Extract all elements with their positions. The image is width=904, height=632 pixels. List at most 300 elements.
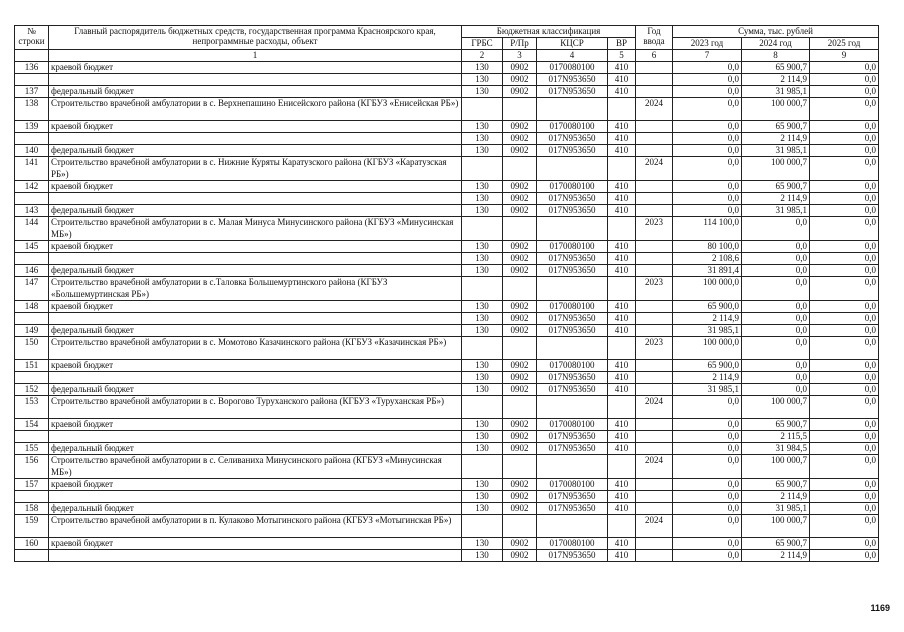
column-number: 5 [608,50,636,62]
sum-2024: 0,0 [742,313,810,325]
commission-year [636,384,673,396]
row-number: 137 [15,86,49,98]
sum-2025: 0,0 [810,503,879,515]
sum-2024: 31 985,1 [742,145,810,157]
grbs-code [462,515,503,538]
vr-code: 410 [608,86,636,98]
commission-year [636,253,673,265]
object-name: федеральный бюджет [49,145,462,157]
sum-2024: 2 114,9 [742,74,810,86]
sum-2025: 0,0 [810,181,879,193]
vr-code [608,337,636,360]
row-number: 155 [15,443,49,455]
vr-code: 410 [608,550,636,562]
vr-code: 410 [608,491,636,503]
kcsr-code: 017N953650 [537,491,608,503]
object-name: краевой бюджет [49,538,462,550]
vr-code: 410 [608,253,636,265]
object-name: Строительство врачебной амбулатории в с. Нижние Куряты Каратузского района (КГБУЗ «Каратузская РБ») [49,157,462,181]
table-row [15,503,879,515]
row-number: 146 [15,265,49,277]
vr-code: 410 [608,313,636,325]
row-number [15,313,49,325]
commission-year: 2024 [636,396,673,419]
kcsr-code: 017N953650 [537,431,608,443]
commission-year [636,419,673,431]
row-number: 160 [15,538,49,550]
rzpr-code [503,277,537,301]
sum-2025: 0,0 [810,86,879,98]
sum-2025: 0,0 [810,443,879,455]
sum-2023: 100 000,0 [673,277,742,301]
vr-code: 410 [608,503,636,515]
sum-2023: 0,0 [673,193,742,205]
row-number [15,133,49,145]
sum-2023: 0,0 [673,86,742,98]
grbs-code: 130 [462,205,503,217]
object-name [49,491,462,503]
table-row [15,455,879,479]
object-name [49,74,462,86]
header-row-number: № строки [15,26,49,50]
rzpr-code: 0902 [503,503,537,515]
kcsr-code: 017N953650 [537,253,608,265]
kcsr-code: 017N953650 [537,86,608,98]
header-kcsr: КЦСР [537,38,608,50]
sum-2024: 100 000,7 [742,455,810,479]
kcsr-code: 0170080100 [537,62,608,74]
vr-code [608,396,636,419]
vr-code: 410 [608,265,636,277]
kcsr-code: 017N953650 [537,145,608,157]
object-name: краевой бюджет [49,181,462,193]
sum-2024: 31 985,1 [742,503,810,515]
vr-code: 410 [608,301,636,313]
sum-2023: 0,0 [673,205,742,217]
sum-2023: 31 985,1 [673,325,742,337]
vr-code: 410 [608,193,636,205]
sum-2023: 0,0 [673,479,742,491]
table-row [15,121,879,133]
table-row [15,145,879,157]
commission-year [636,181,673,193]
row-number [15,253,49,265]
object-name: федеральный бюджет [49,86,462,98]
kcsr-code: 0170080100 [537,241,608,253]
sum-2023: 2 108,6 [673,253,742,265]
rzpr-code: 0902 [503,419,537,431]
rzpr-code: 0902 [503,121,537,133]
sum-2023: 0,0 [673,491,742,503]
table-row [15,98,879,121]
vr-code [608,98,636,121]
rzpr-code [503,157,537,181]
row-number: 139 [15,121,49,133]
rzpr-code: 0902 [503,313,537,325]
table-row [15,515,879,538]
object-name: краевой бюджет [49,360,462,372]
rzpr-code: 0902 [503,193,537,205]
table-row [15,419,879,431]
vr-code: 410 [608,431,636,443]
sum-2024: 65 900,7 [742,538,810,550]
table-row [15,396,879,419]
kcsr-code: 0170080100 [537,360,608,372]
grbs-code: 130 [462,431,503,443]
vr-code: 410 [608,241,636,253]
grbs-code: 130 [462,491,503,503]
sum-2024: 65 900,7 [742,419,810,431]
sum-2024: 0,0 [742,360,810,372]
table-row [15,86,879,98]
sum-2024: 0,0 [742,301,810,313]
vr-code: 410 [608,360,636,372]
object-name [49,193,462,205]
row-number: 143 [15,205,49,217]
row-number: 159 [15,515,49,538]
table-row [15,313,879,325]
table-row [15,491,879,503]
row-number: 141 [15,157,49,181]
table-row [15,325,879,337]
commission-year [636,360,673,372]
table-row [15,372,879,384]
sum-2024: 0,0 [742,277,810,301]
commission-year [636,443,673,455]
column-numbering-row [15,50,879,62]
grbs-code: 130 [462,360,503,372]
sum-2025: 0,0 [810,372,879,384]
row-number: 148 [15,301,49,313]
object-name: краевой бюджет [49,419,462,431]
object-name [49,372,462,384]
sum-2024: 2 114,9 [742,491,810,503]
commission-year: 2023 [636,217,673,241]
rzpr-code: 0902 [503,431,537,443]
commission-year [636,550,673,562]
commission-year [636,265,673,277]
rzpr-code: 0902 [503,181,537,193]
header-grbs: ГРБС [462,38,503,50]
sum-2023: 0,0 [673,515,742,538]
kcsr-code: 017N953650 [537,550,608,562]
header-2024: 2024 год [742,38,810,50]
header-budget-classification: Бюджетная классификация [462,26,636,38]
sum-2025: 0,0 [810,360,879,372]
grbs-code: 130 [462,181,503,193]
table-row [15,550,879,562]
kcsr-code: 017N953650 [537,372,608,384]
commission-year: 2023 [636,277,673,301]
grbs-code [462,337,503,360]
sum-2025: 0,0 [810,98,879,121]
kcsr-code: 0170080100 [537,479,608,491]
kcsr-code: 0170080100 [537,121,608,133]
rzpr-code: 0902 [503,384,537,396]
grbs-code: 130 [462,384,503,396]
sum-2024: 2 115,5 [742,431,810,443]
object-name: Строительство врачебной амбулатории в с. Момотово Казачинского района (КГБУЗ «Казачинская РБ») [49,337,462,360]
rzpr-code: 0902 [503,265,537,277]
rzpr-code: 0902 [503,74,537,86]
vr-code: 410 [608,121,636,133]
sum-2024: 2 114,9 [742,133,810,145]
kcsr-code [537,157,608,181]
row-number [15,550,49,562]
kcsr-code [537,396,608,419]
commission-year [636,491,673,503]
object-name [49,313,462,325]
column-number [15,50,49,62]
object-name: краевой бюджет [49,121,462,133]
sum-2023: 0,0 [673,396,742,419]
table-row [15,181,879,193]
commission-year [636,145,673,157]
header-sum: Сумма, тыс. рублей [673,26,879,38]
grbs-code: 130 [462,145,503,157]
commission-year [636,301,673,313]
object-name: Строительство врачебной амбулатории в п. Кулаково Мотыгинского района (КГБУЗ «Мотыгинская РБ») [49,515,462,538]
sum-2025: 0,0 [810,205,879,217]
table-row [15,360,879,372]
kcsr-code: 0170080100 [537,301,608,313]
sum-2025: 0,0 [810,325,879,337]
sum-2025: 0,0 [810,217,879,241]
commission-year [636,503,673,515]
row-number: 153 [15,396,49,419]
sum-2025: 0,0 [810,550,879,562]
table-row [15,479,879,491]
rzpr-code: 0902 [503,325,537,337]
grbs-code: 130 [462,538,503,550]
column-number: 4 [537,50,608,62]
rzpr-code [503,217,537,241]
vr-code [608,157,636,181]
object-name: федеральный бюджет [49,443,462,455]
table-row [15,431,879,443]
grbs-code: 130 [462,301,503,313]
column-number: 1 [49,50,462,62]
object-name: краевой бюджет [49,301,462,313]
rzpr-code: 0902 [503,360,537,372]
sum-2024: 65 900,7 [742,62,810,74]
kcsr-code: 017N953650 [537,313,608,325]
sum-2023: 65 900,0 [673,360,742,372]
commission-year: 2024 [636,515,673,538]
vr-code: 410 [608,145,636,157]
kcsr-code: 017N953650 [537,193,608,205]
sum-2023: 0,0 [673,133,742,145]
vr-code [608,515,636,538]
sum-2025: 0,0 [810,301,879,313]
kcsr-code [537,217,608,241]
commission-year [636,241,673,253]
commission-year [636,325,673,337]
rzpr-code: 0902 [503,550,537,562]
rzpr-code: 0902 [503,205,537,217]
commission-year [636,431,673,443]
vr-code: 410 [608,479,636,491]
sum-2024: 65 900,7 [742,121,810,133]
sum-2024: 31 985,1 [742,205,810,217]
grbs-code: 130 [462,479,503,491]
table-row [15,384,879,396]
rzpr-code: 0902 [503,86,537,98]
sum-2025: 0,0 [810,313,879,325]
rzpr-code: 0902 [503,538,537,550]
sum-2023: 31 985,1 [673,384,742,396]
header-2023: 2023 год [673,38,742,50]
table-row [15,74,879,86]
sum-2023: 0,0 [673,145,742,157]
table-row [15,253,879,265]
row-number: 150 [15,337,49,360]
rzpr-code [503,455,537,479]
sum-2024: 0,0 [742,337,810,360]
header-vr: ВР [608,38,636,50]
rzpr-code: 0902 [503,241,537,253]
sum-2023: 114 100,0 [673,217,742,241]
object-name: федеральный бюджет [49,503,462,515]
row-number: 136 [15,62,49,74]
commission-year [636,133,673,145]
sum-2025: 0,0 [810,193,879,205]
row-number [15,491,49,503]
object-name: Строительство врачебной амбулатории в с. Верхнепашино Енисейского района (КГБУЗ «Енисейская РБ») [49,98,462,121]
sum-2025: 0,0 [810,145,879,157]
row-number: 157 [15,479,49,491]
grbs-code [462,157,503,181]
sum-2025: 0,0 [810,515,879,538]
rzpr-code [503,396,537,419]
grbs-code: 130 [462,62,503,74]
object-name: федеральный бюджет [49,205,462,217]
sum-2023: 2 114,9 [673,313,742,325]
row-number: 156 [15,455,49,479]
object-name: федеральный бюджет [49,265,462,277]
sum-2023: 0,0 [673,121,742,133]
sum-2023: 0,0 [673,419,742,431]
commission-year: 2024 [636,455,673,479]
table-row [15,133,879,145]
object-name: краевой бюджет [49,62,462,74]
rzpr-code [503,98,537,121]
row-number: 144 [15,217,49,241]
commission-year: 2023 [636,337,673,360]
sum-2023: 0,0 [673,443,742,455]
row-number: 147 [15,277,49,301]
header-year: Год ввода [636,26,673,50]
sum-2025: 0,0 [810,396,879,419]
row-number: 158 [15,503,49,515]
vr-code [608,455,636,479]
sum-2023: 80 100,0 [673,241,742,253]
row-number: 151 [15,360,49,372]
sum-2023: 65 900,0 [673,301,742,313]
sum-2025: 0,0 [810,277,879,301]
sum-2024: 0,0 [742,217,810,241]
object-name: Строительство врачебной амбулатории в с. Селиваниха Минусинского района (КГБУЗ «Минусинская МБ») [49,455,462,479]
object-name [49,133,462,145]
sum-2023: 0,0 [673,157,742,181]
commission-year [636,62,673,74]
grbs-code: 130 [462,265,503,277]
grbs-code: 130 [462,193,503,205]
kcsr-code [537,337,608,360]
vr-code: 410 [608,325,636,337]
table-row [15,217,879,241]
table-row [15,538,879,550]
table-row [15,265,879,277]
sum-2024: 0,0 [742,384,810,396]
budget-table [14,25,879,562]
grbs-code: 130 [462,325,503,337]
row-number: 145 [15,241,49,253]
kcsr-code: 017N953650 [537,503,608,515]
table-row [15,62,879,74]
rzpr-code: 0902 [503,301,537,313]
sum-2025: 0,0 [810,241,879,253]
sum-2025: 0,0 [810,479,879,491]
grbs-code: 130 [462,241,503,253]
grbs-code: 130 [462,121,503,133]
grbs-code: 130 [462,74,503,86]
vr-code: 410 [608,538,636,550]
row-number: 149 [15,325,49,337]
grbs-code: 130 [462,372,503,384]
commission-year [636,74,673,86]
grbs-code: 130 [462,443,503,455]
header-2025: 2025 год [810,38,879,50]
vr-code: 410 [608,62,636,74]
sum-2024: 31 985,1 [742,86,810,98]
vr-code: 410 [608,384,636,396]
row-number [15,74,49,86]
grbs-code: 130 [462,550,503,562]
sum-2023: 100 000,0 [673,337,742,360]
object-name: краевой бюджет [49,479,462,491]
sum-2023: 0,0 [673,455,742,479]
rzpr-code: 0902 [503,133,537,145]
sum-2024: 0,0 [742,325,810,337]
row-number: 142 [15,181,49,193]
commission-year [636,193,673,205]
kcsr-code: 017N953650 [537,133,608,145]
sum-2023: 0,0 [673,538,742,550]
row-number [15,193,49,205]
sum-2024: 2 114,9 [742,193,810,205]
object-name: Строительство врачебной амбулатории в с.Таловка Большемуртинского района (КГБУЗ «Большемуртинская РБ») [49,277,462,301]
sum-2023: 0,0 [673,431,742,443]
sum-2023: 31 891,4 [673,265,742,277]
kcsr-code: 0170080100 [537,181,608,193]
column-number: 2 [462,50,503,62]
sum-2024: 2 114,9 [742,550,810,562]
commission-year [636,313,673,325]
object-name [49,550,462,562]
sum-2023: 0,0 [673,503,742,515]
row-number: 138 [15,98,49,121]
grbs-code: 130 [462,419,503,431]
sum-2025: 0,0 [810,74,879,86]
grbs-code [462,217,503,241]
grbs-code: 130 [462,133,503,145]
kcsr-code: 017N953650 [537,74,608,86]
column-number: 7 [673,50,742,62]
rzpr-code: 0902 [503,62,537,74]
sum-2024: 0,0 [742,372,810,384]
sum-2024: 100 000,7 [742,515,810,538]
